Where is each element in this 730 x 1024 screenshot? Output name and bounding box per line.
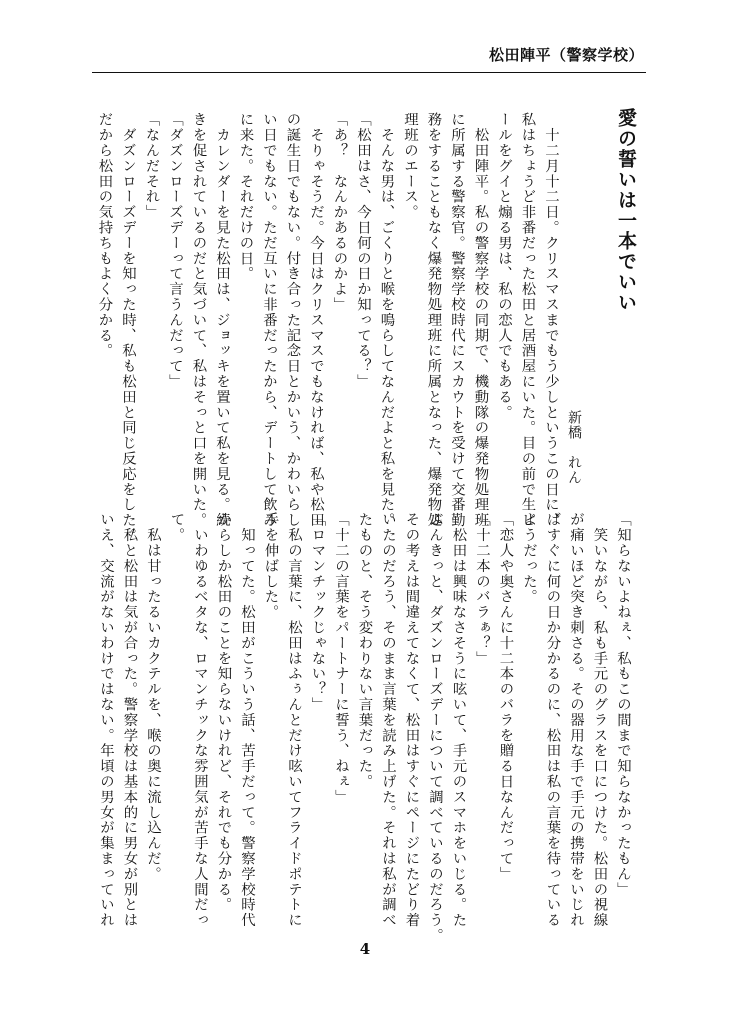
text-line: 十二月十二日。クリスマスまでもう少しというこの日に、 xyxy=(543,112,559,528)
text-line: 私の言葉に、松田はふぅんとだけ呟いてフライドポテトに xyxy=(286,512,302,928)
text-line: 「知らないよねぇ、私もこの間まで知らなかったもん」 xyxy=(615,512,631,897)
text-line: 務をすることもなく爆発物処理班に所属となった、爆発物処 xyxy=(425,112,442,528)
running-header: 松田陣平（警察学校） xyxy=(488,46,644,64)
page-number: 4 xyxy=(359,940,371,958)
text-line: て。 xyxy=(168,512,185,543)
text-line: 手を伸ばした。 xyxy=(262,512,279,620)
text-line: 「ロマンチックじゃない？」 xyxy=(309,512,326,713)
text-line: 「松田はさ、今日何の日か知ってる？」 xyxy=(355,112,371,390)
lower-text-block xyxy=(94,512,635,944)
story-title: 愛の誓いは一本でいい xyxy=(615,108,637,313)
text-line: ようだった。 xyxy=(521,512,537,605)
text-line: い日でもない。ただ互いに非番だったから、デートして飲み xyxy=(261,112,277,528)
text-line: いえ、交流がないわけではない。年頃の男女が集まっていれ xyxy=(98,512,114,928)
text-line: 「恋人や奥さんに十二本のバラを贈る日なんだって」 xyxy=(497,512,514,882)
text-line: に来た。それだけの日。 xyxy=(237,112,254,282)
text-line: 私はちょうど非番だった松田と居酒屋にいた。目の前で生ビ xyxy=(519,112,536,528)
text-line: そんな男は、ごくりと喉を鳴らしてなんだよと私を見た。 xyxy=(378,112,395,528)
text-line: 「なんだそれ」 xyxy=(143,112,160,220)
author-name: 新橋 れん xyxy=(566,410,582,485)
text-line: 「十二の言葉をパートナーに誓う、ねぇ」 xyxy=(333,512,349,805)
text-line: 理班のエース。 xyxy=(402,112,418,220)
text-line: ダズンローズデーを知った時、私も松田と同じ反応をした。 xyxy=(120,112,136,544)
text-line: ぶんきっと、ダズンローズデーについて調べているのだろう。 xyxy=(427,512,443,944)
text-line: たものと、そう変わりない言葉だった。 xyxy=(356,512,373,790)
text-line: からしか松田のことを知らないけれど、それでも分かる。 xyxy=(215,512,232,913)
text-line: きを促されているのだと気づいて、私はそっと口を開いた。 xyxy=(190,112,207,528)
text-line: 松田は興味なさそうに呟いて、手元のスマホをいじる。た xyxy=(450,512,467,928)
text-line: いわゆるベタな、ロマンチックな雰囲気が苦手な人間だっ xyxy=(192,512,208,928)
text-line: その考えは間違えてなくて、松田はすぐにページにたどり着 xyxy=(403,512,420,928)
text-line: そりゃそうだ。今日はクリスマスでもなければ、私や松田 xyxy=(308,112,324,528)
text-line: 「あ？ なんかあるのかよ」 xyxy=(331,112,348,313)
text-line: 「十二本のバラぁ？」 xyxy=(474,512,490,666)
text-line: 私と松田は気が合った。警察学校は基本的に男女が別とは xyxy=(121,512,138,928)
text-line: ールをグイと煽る男は、私の恋人でもある。 xyxy=(496,112,512,420)
upper-text-block xyxy=(92,112,562,544)
text-line: 「ダズンローズデーって言うんだって」 xyxy=(167,112,183,390)
text-line: が痛いほど突き刺さる。その器用な手で手元の携帯をいじれ xyxy=(568,512,584,928)
text-line: 知ってた。松田がこういう話、苦手だって。警察学校時代 xyxy=(239,512,255,928)
text-line: いたのだろう、そのまま言葉を読み上げた。それは私が調べ xyxy=(380,512,396,928)
header-rule xyxy=(92,72,646,73)
text-line: だから松田の気持ちもよく分かる。 xyxy=(96,112,113,359)
text-line: 笑いながら、私も手元のグラスを口につけた。松田の視線 xyxy=(591,512,608,928)
text-line: ばすぐに何の日か分かるのに、松田は私の言葉を待っている xyxy=(544,512,561,928)
text-line: 私は甘ったるいカクテルを、喉の奥に流し込んだ。 xyxy=(145,512,161,882)
text-line: に所属する警察官。警察学校時代にスカウトを受けて交番勤 xyxy=(449,112,465,528)
text-line: 松田陣平。私の警察学校の同期で、機動隊の爆発物処理班 xyxy=(472,112,489,528)
text-line: カレンダーを見た松田は、ジョッキを置いて私を見る。続 xyxy=(214,112,230,528)
text-line: の誕生日でもない。付き合った記念日とかいう、かわいらし xyxy=(284,112,301,528)
